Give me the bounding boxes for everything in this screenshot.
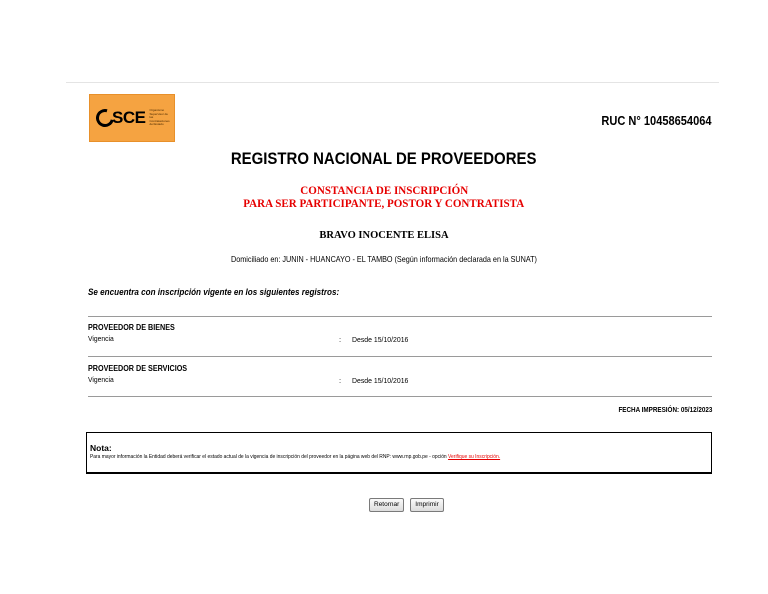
registry-colon: : xyxy=(339,335,342,344)
logo-wordmark: SCE xyxy=(112,108,146,127)
subtitle-line-2: PARA SER PARTICIPANTE, POSTOR Y CONTRATISTA xyxy=(243,196,525,210)
registries-intro: Se encuentra con inscripción vigente en los siguientes registros: xyxy=(88,287,340,297)
osce-logo xyxy=(89,94,175,142)
note-title: Nota: xyxy=(90,443,112,453)
verify-inscription-link[interactable]: Verifique su Inscripción. xyxy=(448,454,501,460)
top-divider xyxy=(66,82,719,83)
divider xyxy=(88,356,712,357)
registry-title: PROVEEDOR DE SERVICIOS xyxy=(88,364,188,373)
registry-value: Desde 15/10/2016 xyxy=(352,335,409,344)
domicile-text: Domiciliado en: JUNIN - HUANCAYO - EL TAMBO (Según información declarada en la SUNAT) xyxy=(231,254,537,264)
print-button[interactable]: Imprimir xyxy=(410,498,443,512)
ruc-number: RUC N° 10458654064 xyxy=(601,113,712,128)
registry-title: PROVEEDOR DE BIENES xyxy=(88,323,175,332)
registry-value: Desde 15/10/2016 xyxy=(352,376,409,385)
divider xyxy=(88,316,712,317)
note-body: Para mayor información la Entidad deberá verificar el estado actual de la vigencia de inscripción del proveedor en la página web del RNP: www.rnp.gob.pe - opción xyxy=(90,454,449,460)
subtitle-line-1: CONSTANCIA DE INSCRIPCIÓN xyxy=(300,183,468,197)
note-box xyxy=(86,432,712,474)
provider-name: BRAVO INOCENTE ELISA xyxy=(319,230,449,241)
return-button[interactable]: Retornar xyxy=(369,498,404,512)
document-title: REGISTRO NACIONAL DE PROVEEDORES xyxy=(231,149,537,168)
note-text xyxy=(90,454,500,460)
registry-label: Vigencia xyxy=(88,375,114,384)
registry-label: Vigencia xyxy=(88,334,114,343)
divider xyxy=(88,396,712,397)
print-date: FECHA IMPRESIÓN: 05/12/2023 xyxy=(618,407,712,414)
document-subtitle xyxy=(0,184,768,210)
action-buttons xyxy=(369,498,444,512)
logo-subtitle: Organismo Supervisor de las Contrataciones del Estado xyxy=(149,108,170,127)
registry-colon: : xyxy=(339,376,342,385)
